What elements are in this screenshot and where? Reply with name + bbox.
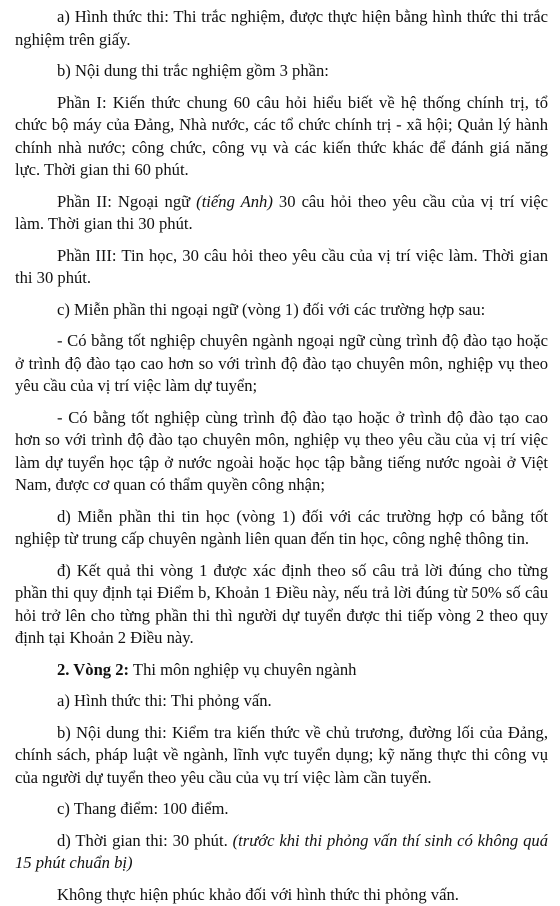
paragraph-interview-format: a) Hình thức thi: Thi phỏng vấn. (15, 690, 548, 713)
paragraph-part-2 (15, 191, 548, 236)
part-2-rest: 30 câu hỏi theo yêu cầu của vị trí việc làm. Thời gian thi 30 phút. (15, 192, 548, 234)
paragraph-score-scale: c) Thang điểm: 100 điểm. (15, 798, 548, 821)
paragraph-exemption-case-1: - Có bằng tốt nghiệp chuyên ngành ngoại ngữ cùng trình độ đào tạo hoặc ở trình độ đào tạo cao hơn so với trình độ đào tạo chuyên môn, nghiệp vụ theo yêu cầu của vị trí việc làm dự tuyển; (15, 330, 548, 398)
paragraph-exam-time (15, 830, 548, 875)
exam-time-lead: d) Thời gian thi: 30 phút. (57, 831, 233, 850)
paragraph-no-review: Không thực hiện phúc khảo đối với hình thức thi phỏng vấn. (15, 884, 548, 906)
round-2-title: Thi môn nghiệp vụ chuyên ngành (129, 660, 356, 679)
paragraph-round-1-result: đ) Kết quả thi vòng 1 được xác định theo số câu trả lời đúng cho từng phần thi quy định tại Điểm b, Khoản 1 Điều này, nếu trả lời đúng từ 50% số câu hỏi trở lên cho từng phần thi thì người dự tuyển được thi tiếp vòng 2 theo quy định tại Khoản 2 Điều này. (15, 560, 548, 650)
part-2-language: (tiếng Anh) (196, 192, 273, 211)
paragraph-exam-format: a) Hình thức thi: Thi trắc nghiệm, được thực hiện bằng hình thức thi trắc nghiệm trên giấy. (15, 6, 548, 51)
paragraph-it-exemption: d) Miễn phần thi tin học (vòng 1) đối với các trường hợp có bằng tốt nghiệp từ trung cấp chuyên ngành liên quan đến tin học, công nghệ thông tin. (15, 506, 548, 551)
paragraph-interview-content: b) Nội dung thi: Kiểm tra kiến thức về chủ trương, đường lối của Đảng, chính sách, pháp luật về ngành, lĩnh vực tuyển dụng; kỹ năng thực thi công vụ của người dự tuyển theo yêu cầu của vụ trí việc làm cần tuyển. (15, 722, 548, 790)
paragraph-exemption-case-2: - Có bằng tốt nghiệp cùng trình độ đào tạo hoặc ở trình độ đào tạo cao hơn so với trình độ đào tạo chuyên môn, nghiệp vụ theo yêu cầu của vị trí việc làm dự tuyển học tập ở nước ngoài hoặc học tập bằng tiếng nước ngoài ở Việt Nam, được cơ quan có thẩm quyền công nhận; (15, 407, 548, 497)
paragraph-exam-content: b) Nội dung thi trắc nghiệm gồm 3 phần: (15, 60, 548, 83)
paragraph-round-2-heading (15, 659, 548, 682)
exam-time-note: (trước khi thi phỏng vấn thí sinh có không quá 15 phút chuẩn bị) (15, 831, 548, 873)
paragraph-part-1: Phần I: Kiến thức chung 60 câu hỏi hiểu biết về hệ thống chính trị, tổ chức bộ máy của Đảng, Nhà nước, các tổ chức chính trị - xã hội; Quản lý hành chính nhà nước; công chức, công vụ và các kiến thức khác để đánh giá năng lực. Thời gian thi 60 phút. (15, 92, 548, 182)
paragraph-part-3: Phần III: Tin học, 30 câu hỏi theo yêu cầu của vị trí việc làm. Thời gian thi 30 phút. (15, 245, 548, 290)
part-2-lead: Phần II: Ngoại ngữ (57, 192, 196, 211)
round-2-label: 2. Vòng 2: (57, 660, 129, 679)
paragraph-language-exemption: c) Miễn phần thi ngoại ngữ (vòng 1) đối với các trường hợp sau: (15, 299, 548, 322)
